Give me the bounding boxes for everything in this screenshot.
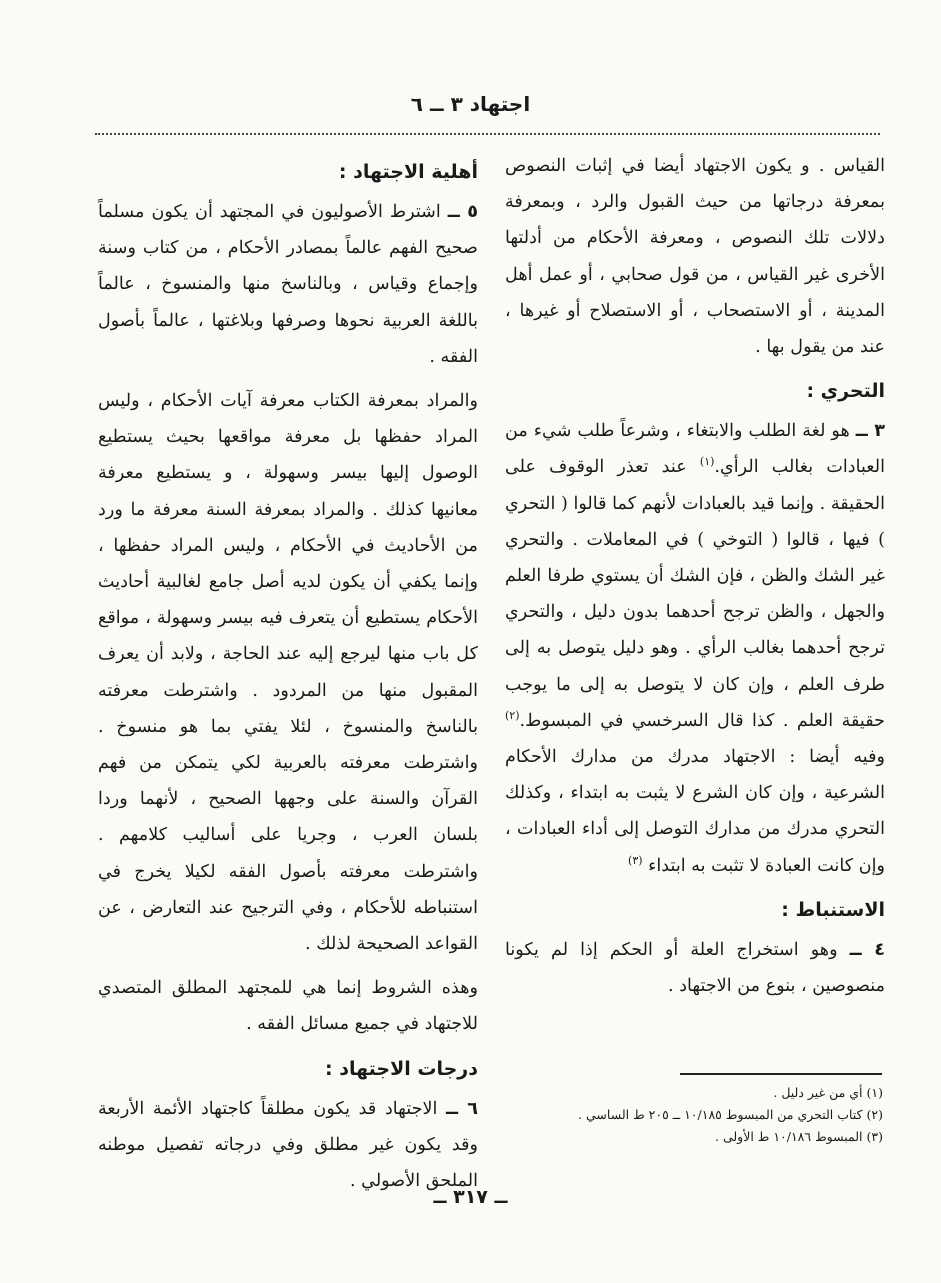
footnote-1: (١) أي من غير دليل . <box>773 1085 883 1100</box>
ahliyya-paragraph-3: وهذه الشروط إنما هي للمجتهد المطلق المتصدي للاجتهاد في جميع مسائل الفقه . <box>98 978 478 1035</box>
darajat-text: الاجتهاد قد يكون مطلقاً كاجتهاد الأئمة الأربعة وقد يكون غير مطلق وفي درجاته تفصيل موطنه الملحق الأصولي . <box>98 1098 478 1192</box>
footnote-rule <box>680 1073 882 1075</box>
ahliyya-paragraph-2: والمراد بمعرفة الكتاب معرفة آيات الأحكام ، وليس المراد حفظها بل معرفة مواقعها بحيث يستطيع الوصول إليها بيسر وسهولة ، و يستطيع معرفة معانيها كذلك . والمراد بمعرفة السنة معرفة ما ورد من الأحاديث في الأحكام ، وليس المراد حفظها ، وإنما يكفي أن يكون لديه أصل جامع لغالبية أحاديث الأحكام يستطيع أن يتعرف فيه بيسر وسهولة ، مواقع كل باب منها ليرجع إليه عند الحاجة ، ولابد أن يعرف المقبول منها من المردود . واشترطت معرفته بالناسخ والمنسوخ ، لئلا يفتي بما هو منسوخ . واشترطت معرفته بالعربية لكي يتمكن من فهم القرآن والسنة على وجهها الصحيح ، لأنهما وردا بلسان العرب ، وجريا على أساليب كلامهم . واشترطت معرفته بأصول الفقه لكيلا يخرج في استنباطه للأحكام ، وفي الترجيح عند التعارض ، عن القواعد الصحيحة لذلك . <box>98 391 478 955</box>
footnote-3: (٣) المبسوط ١٠/١٨٦ ط الأولى . <box>715 1129 883 1144</box>
tahharri-text-b: عند تعذر الوقوف على الحقيقة . وإنما قيد بالعبادات لأنهم كما قالوا ( التحري ) فيها ، قالوا ( التوخي ) في المعاملات . والتحري غير الشك والظن ، فإن الشك أن يستوي طرفا العلم والجهل ، والظن ترجح أحدهما بدون دليل ، والتحري ترجح أحدهما بغالب الرأي . وهو دليل يتوصل به إلى طرف العلم ، وإن كان لا يتوصل به إلى ما يوجب حقيقة العلم . كذا قال السرخسي في المبسوط. <box>505 457 885 731</box>
tahharri-paragraph <box>505 413 885 884</box>
footnote-ref-1: (١) <box>699 455 715 469</box>
istinbat-text: وهو استخراج العلة أو الحكم إذا لم يكونا منصوصين ، بنوع من الاجتهاد . <box>505 939 885 997</box>
section-number: ٥ ــ <box>447 202 479 222</box>
right-column <box>505 148 885 1012</box>
section-number: ٦ ــ <box>446 1098 479 1119</box>
istinbat-paragraph <box>505 932 885 1004</box>
istinbat-heading: الاستنباط : <box>781 898 885 921</box>
ahliyya-paragraph-1 <box>98 194 478 375</box>
ahliyya-text-1: اشترط الأصوليون في المجتهد أن يكون مسلماً صحيح الفهم عالماً بمصادر الأحكام ، من كتاب وسنة وإجماع وقياس ، وبالناسخ منها والمنسوخ ، عالماً باللغة العربية نحوها وصرفها وبلاغتها ، عالماً بأصول الفقه . <box>98 202 478 367</box>
tahharri-heading: التحري : <box>806 380 885 403</box>
intro-paragraph: القياس . و يكون الاجتهاد أيضا في إثبات النصوص بمعرفة درجاتها من حيث القبول والرد ، وبمعرفة دلالات تلك النصوص ، ومعرفة الأحكام من أدلتها الأخرى غير القياس ، من قول صحابي ، أو عمل أهل المدينة ، أو الاستصحاب ، أو الاستصلاح أو غيرها ، عند من يقول بها . <box>505 156 885 358</box>
tahharri-text-c: وفيه أيضا : الاجتهاد مدرك من مدارك الأحكام الشرعية ، وإن كان الشرع لا يثبت به ابتداء ، وكذلك التحري مدرك من مدارك التوصل إلى أداء العبادات ، وإن كانت العبادة لا تثبت به ابتداء <box>505 747 885 876</box>
header-dotted-rule <box>95 133 880 135</box>
running-header: اجتهاد ٣ ــ ٦ <box>410 92 531 116</box>
footnote-ref-2: (٢) <box>505 708 520 722</box>
ahliyya-heading: أهلية الاجتهاد : <box>338 161 478 183</box>
page-number: ــ ٣١٧ ــ <box>433 1186 508 1208</box>
tahharri-text-a: هو لغة الطلب والابتغاء ، وشرعاً طلب شيء من العبادات بغالب الرأي. <box>505 421 886 478</box>
section-number: ٣ ــ <box>855 421 886 442</box>
footnote-ref-3: (٣) <box>628 853 643 867</box>
darajat-heading: درجات الاجتهاد : <box>325 1057 478 1080</box>
left-column <box>98 148 478 1207</box>
footnotes <box>505 1082 883 1148</box>
footnote-2: (٢) كتاب التحري من المبسوط ١٠/١٨٥ ــ ٢٠٥ ط الساسي . <box>578 1107 883 1122</box>
darajat-paragraph <box>98 1091 478 1200</box>
section-number: ٤ ــ <box>849 939 886 960</box>
